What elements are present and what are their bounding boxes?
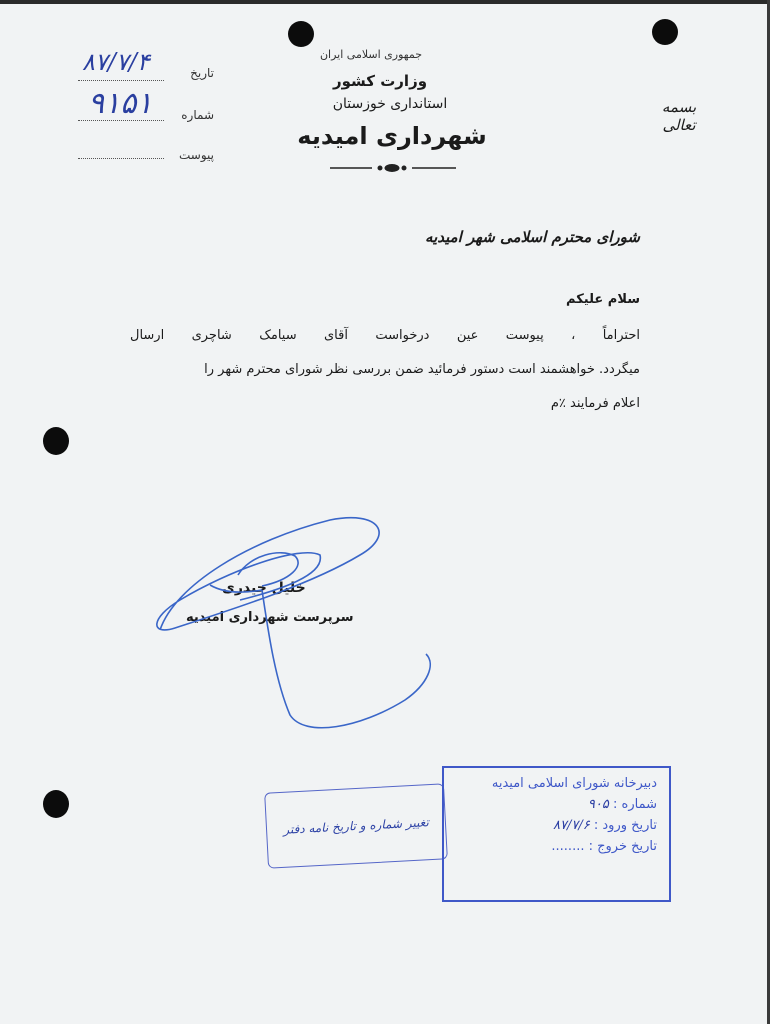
handwritten-note: تغییر شماره و تاریخ نامه دفتر [264, 783, 448, 868]
republic-heading: جمهوری اسلامی ایران [319, 48, 423, 61]
stamp-entry-row [456, 818, 657, 833]
stamp-number-value: ۹۰۵ [587, 797, 609, 812]
date-value: ۸۷/۷/۴ [82, 48, 150, 76]
number-label: شماره [181, 108, 214, 122]
stamp-exit-date-value: ........ [551, 839, 585, 854]
stamp-entry-date-label: تاریخ ورود : [593, 818, 657, 833]
stamp-exit-row [456, 839, 657, 854]
paragraph-line-3: اعلام فرمایند ٪م [550, 396, 640, 411]
date-label: تاریخ [190, 66, 214, 80]
municipality-heading: شهرداری امیدیه [297, 122, 487, 150]
stamp-title: دبیرخانه شورای اسلامی امیدیه [491, 776, 657, 791]
greeting-line: سلام علیکم [566, 292, 640, 307]
signer-title: سرپرست شهرداری امیدیه [186, 610, 354, 625]
ministry-heading: وزارت کشور [332, 72, 428, 90]
recipient-line: شورای محترم اسلامی شهر امیدیه [425, 228, 640, 246]
stamp-number-row [456, 797, 657, 812]
secretariat-stamp [442, 766, 671, 902]
governorate-heading: استانداری خوزستان [332, 96, 448, 112]
stamp-entry-date-value: ۸۷/۷/۶ [553, 818, 590, 833]
attachment-label: پیوست [179, 148, 214, 162]
header-ornament [330, 165, 456, 172]
stamp-number-label: شماره : [613, 797, 657, 812]
signature-scribble [157, 518, 430, 728]
signer-name: خلیل حیدری [222, 580, 306, 596]
stamp-exit-date-label: تاریخ خروج : [588, 839, 657, 854]
paragraph-line-2: میگردد. خواهشمند است دستور فرمائید ضمن بررسی نظر شورای محترم شهر را [204, 362, 640, 377]
number-value: ۹۱۵۱ [88, 86, 153, 121]
bismillah-heading: بسمه تعالی [661, 98, 697, 134]
paragraph-line-1: احتراماً ، پیوست عین درخواست آقای سیامک شاچری ارسال [130, 328, 640, 343]
